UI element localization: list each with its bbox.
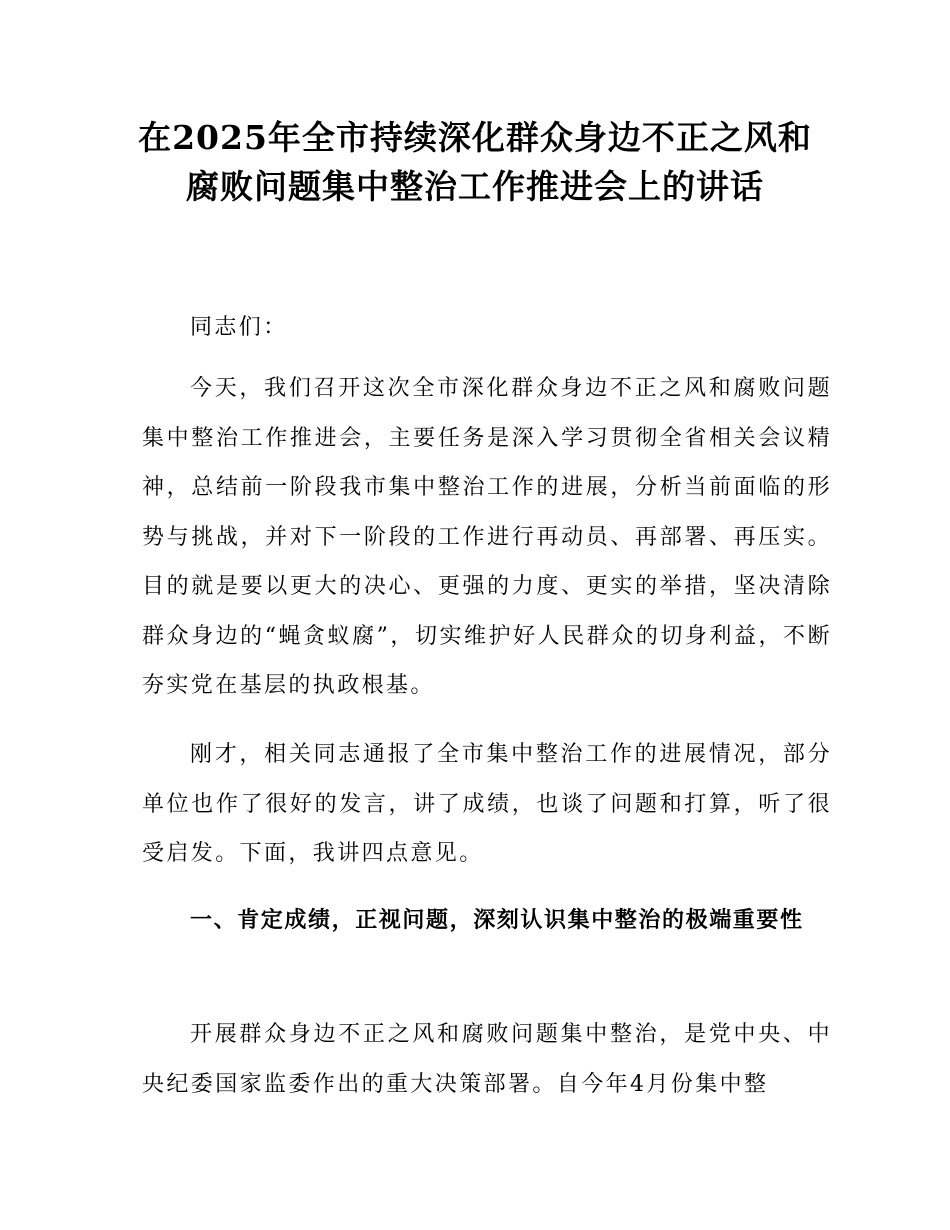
greeting: 同志们：	[190, 315, 288, 340]
paragraph-1: 今天，我们召开这次全市深化群众身边不正之风和腐败问题集中整治工作推进会，主要任务是深入学习贯彻全省相关会议精神，总结前一阶段我市集中整治工作的进展，分析当前面临的形势与挑战，并对下一阶段的工作进行再动员、再部署、再压实。目的就是要以更大的决心、更强的力度、更实的举措，坚决清除群众身边的“蝇贪蚁腐”，切实维护好人民群众的切身利益，不断夯实党在基层的执政根基。	[142, 376, 832, 698]
section-heading-1: 一、肯定成绩，正视问题，深刻认识集中整治的极端重要性	[190, 908, 804, 933]
paragraph-2: 刚才，相关同志通报了全市集中整治工作的进展情况，部分单位也作了很好的发言，讲了成绩，也谈了问题和打算，听了很受启发。下面，我讲四点意见。	[142, 742, 832, 866]
document-title-line1: 在2025年全市持续深化群众身边不正之风和	[138, 118, 812, 157]
paragraph-3: 开展群众身边不正之风和腐败问题集中整治，是党中央、中央纪委国家监委作出的重大决策部署。自今年4月份集中整	[142, 1022, 832, 1097]
document-title-line2: 腐败问题集中整治工作推进会上的讲话	[186, 167, 764, 206]
